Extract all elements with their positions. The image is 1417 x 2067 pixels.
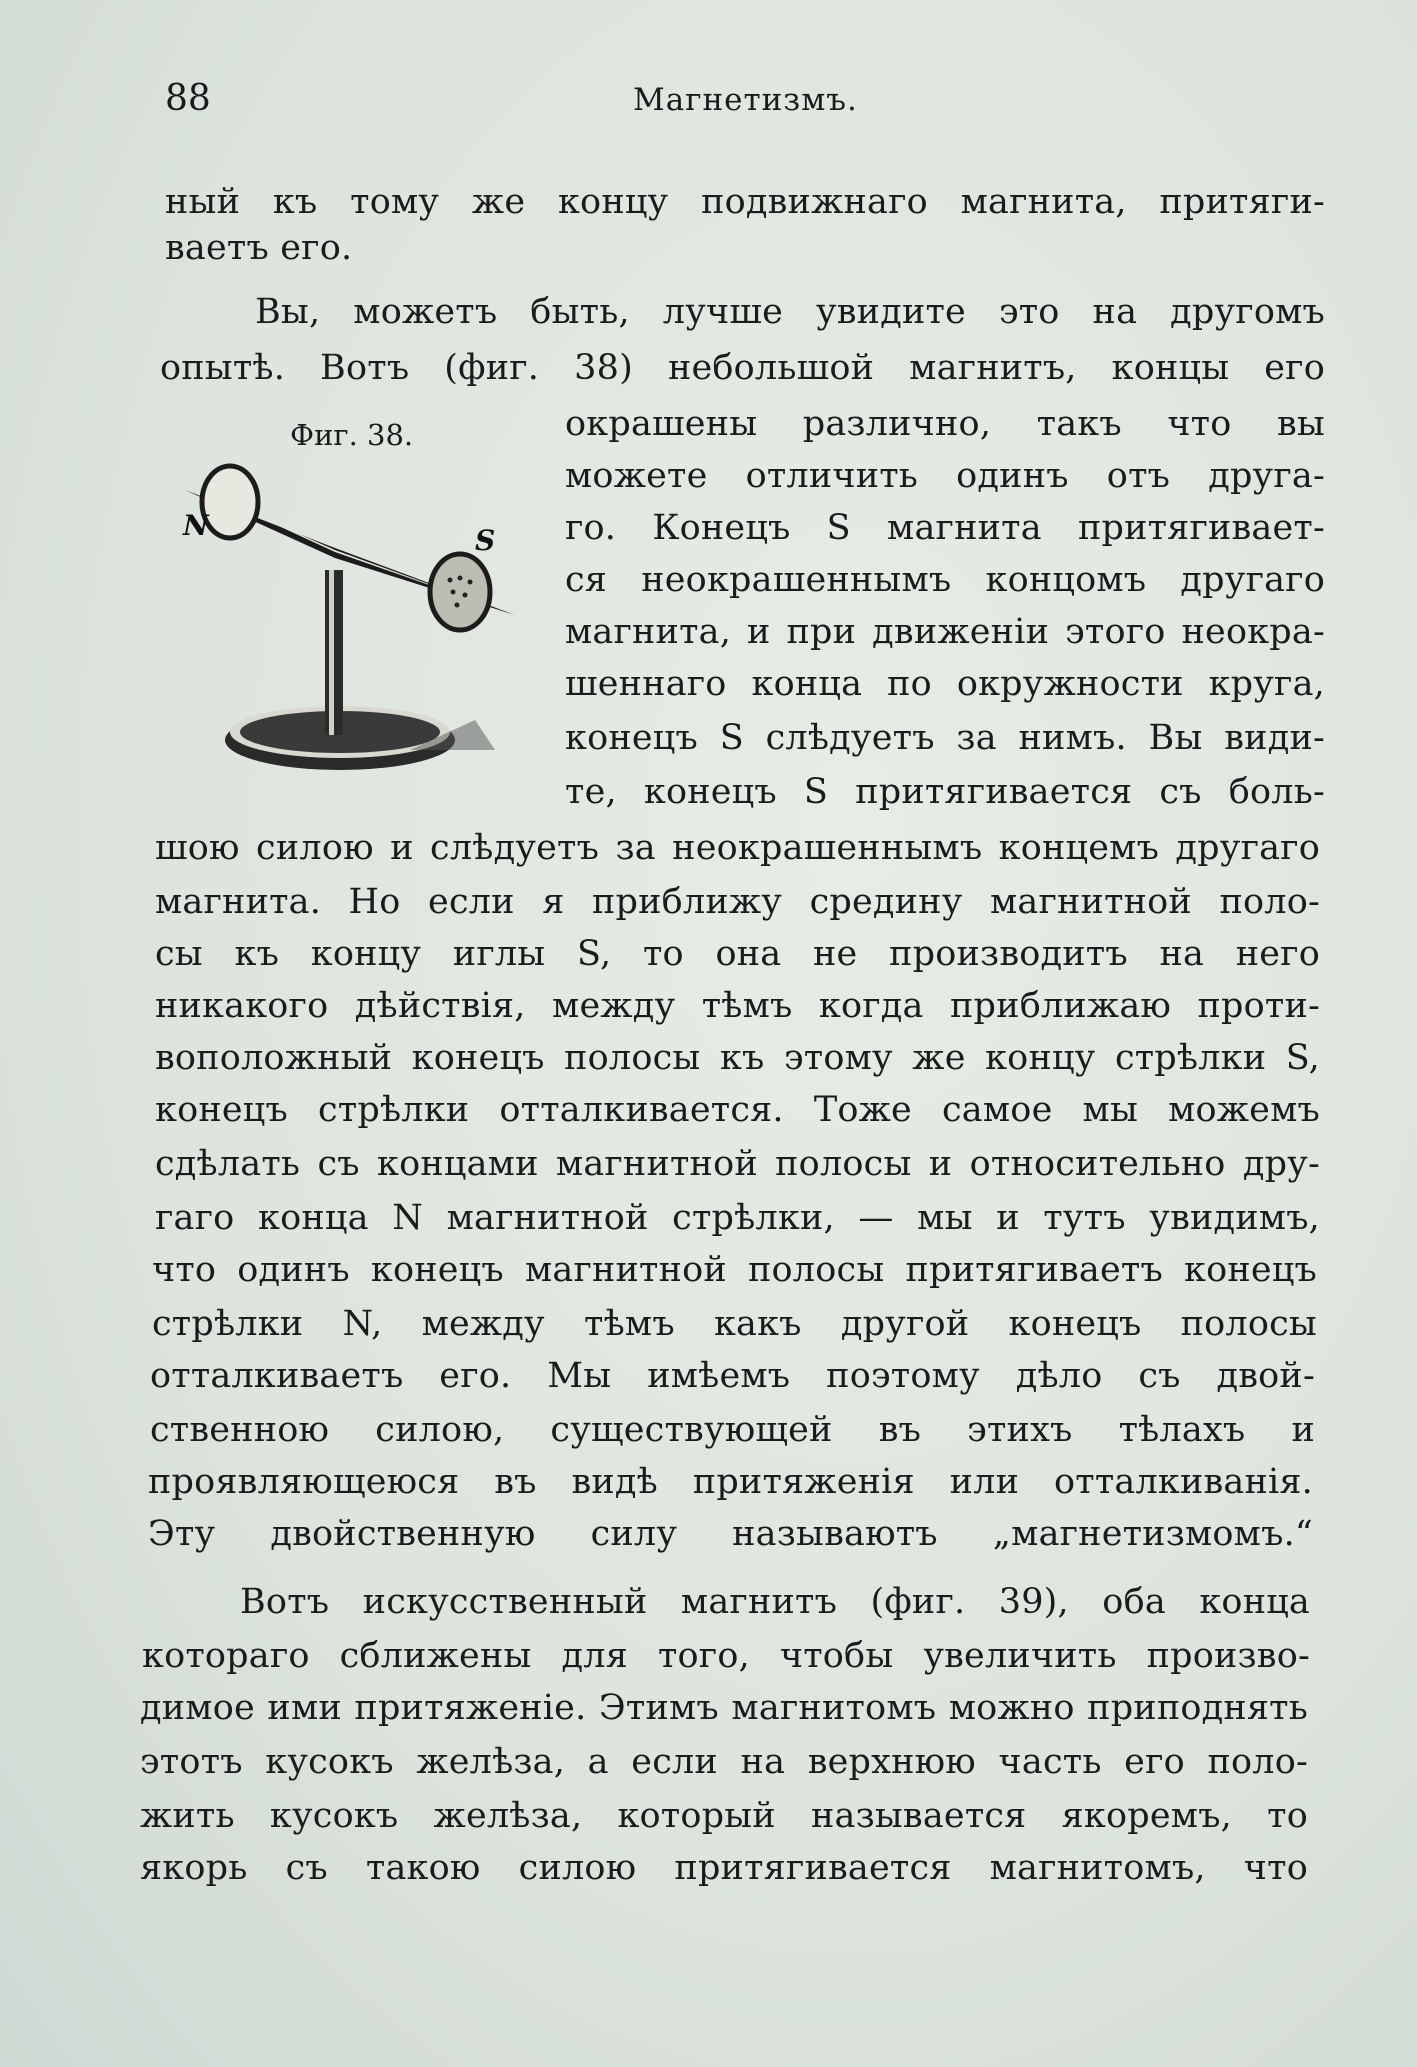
text-line: опытѣ. Вотъ (фиг. 38) небольшой магнитъ, концы его — [160, 348, 1325, 388]
text-line: ственною силою, существующей въ этихъ тѣлахъ и — [150, 1410, 1315, 1450]
text-line: якорь съ такою силою притягивается магнитомъ, что — [140, 1848, 1308, 1888]
text-line: стрѣлки N, между тѣмъ какъ другой конецъ полосы — [152, 1304, 1317, 1344]
text-line: конецъ S слѣдуетъ за нимъ. Вы види- — [565, 718, 1325, 758]
text-line: магнита. Но если я приближу средину магнитной поло- — [155, 882, 1320, 922]
text-line: шеннаго конца по окружности круга, — [565, 664, 1325, 704]
text-line: гаго конца N магнитной стрѣлки, — мы и тутъ увидимъ, — [155, 1198, 1320, 1238]
text-line: никакого дѣйствія, между тѣмъ когда приближаю проти- — [155, 986, 1320, 1026]
page-header — [165, 78, 1325, 128]
label-s: S — [475, 524, 496, 557]
text-line: что одинъ конецъ магнитной полосы притягиваетъ конецъ — [152, 1250, 1317, 1290]
text-line: Эту двойственную силу называютъ „магнетизмомъ.“ — [148, 1514, 1313, 1554]
text-line: проявляющеюся въ видѣ притяженія или отталкиванія. — [148, 1462, 1313, 1502]
text-line: отталкиваетъ его. Мы имѣемъ поэтому дѣло съ двой- — [150, 1356, 1315, 1396]
text-line: Вы, можетъ быть, лучше увидите это на другомъ — [255, 292, 1325, 332]
text-line: жить кусокъ желѣза, который называется якоремъ, то — [140, 1796, 1308, 1836]
text-line: Вотъ искусственный магнитъ (фиг. 39), оба конца — [240, 1582, 1310, 1622]
text-line: димое ими притяженіе. Этимъ магнитомъ можно приподнять — [140, 1688, 1308, 1728]
text-line: шою силою и слѣдуетъ за неокрашеннымъ концемъ другаго — [155, 828, 1320, 868]
text-line: воположный конецъ полосы къ этому же концу стрѣлки S, — [155, 1038, 1320, 1078]
text-line: сы къ концу иглы S, то она не производитъ на него — [155, 934, 1320, 974]
text-line: сдѣлать съ концами магнитной полосы и относительно дру- — [155, 1144, 1320, 1184]
running-title: Магнетизмъ. — [633, 82, 858, 118]
text-line: окрашены различно, такъ что вы — [565, 404, 1325, 444]
text-line: магнита, и при движеніи этого неокра- — [565, 612, 1325, 652]
label-n: N — [183, 509, 209, 542]
text-line: ваетъ его. — [165, 228, 353, 268]
text-line: этотъ кусокъ желѣза, а если на верхнюю часть его поло- — [140, 1742, 1308, 1782]
text-line: котораго сближены для того, чтобы увеличить произво- — [142, 1636, 1310, 1676]
text-line: конецъ стрѣлки отталкивается. Тоже самое мы можемъ — [155, 1090, 1320, 1130]
text-line: ся неокрашеннымъ концомъ другаго — [565, 560, 1325, 600]
text-line: те, конецъ S притягивается съ боль- — [565, 772, 1325, 812]
page-number: 88 — [165, 78, 211, 119]
text-line: можете отличить одинъ отъ друга- — [565, 456, 1325, 496]
figure-caption: Фиг. 38. — [290, 418, 414, 452]
text-line: ный къ тому же концу подвижнаго магнита, притяги- — [165, 182, 1325, 222]
magnet-needle-figure — [175, 420, 530, 790]
text-line: го. Конецъ S магнита притягивает- — [565, 508, 1325, 548]
